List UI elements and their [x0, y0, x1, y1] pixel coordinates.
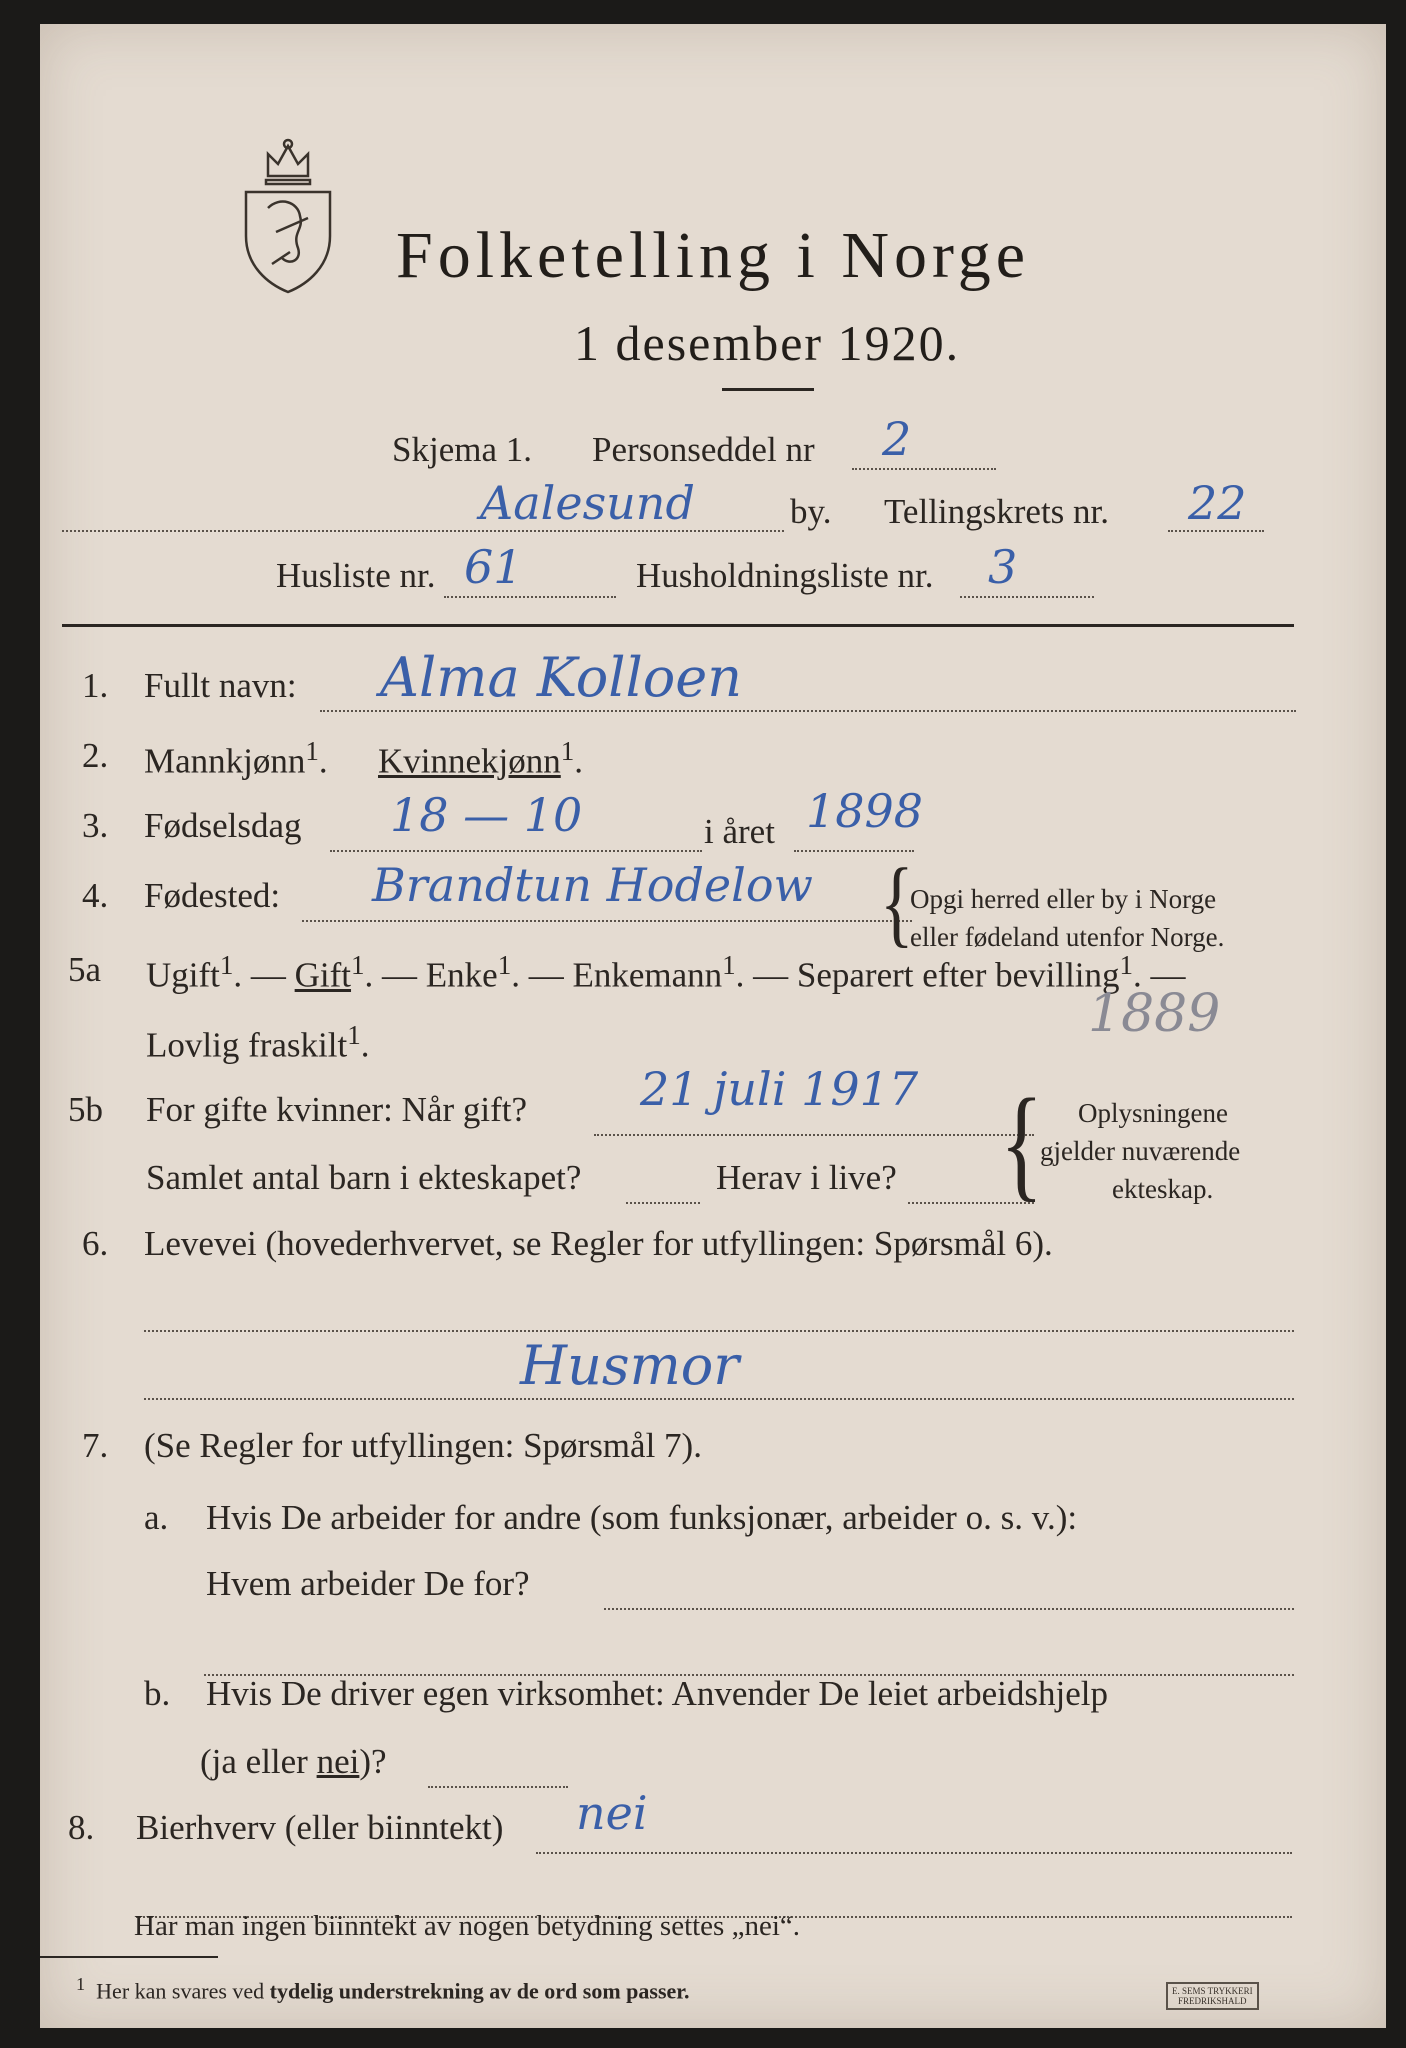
q5a-number: 5a: [68, 950, 102, 989]
option-separert: Separert efter bevilling: [796, 955, 1120, 995]
form-title: Folketelling i Norge: [396, 219, 1031, 292]
marital-status-options[interactable]: Ugift$^1$. — Gift$^1$. — Enke$^1$. — Enkemann$^1$. — Separert efter bevilling$^1$. —: [146, 950, 1186, 995]
option-gift: Gift: [294, 955, 352, 995]
q8-label: Bierhverv (eller biinntekt): [136, 1808, 504, 1847]
q5b-note-2: gjelder nuværende: [1040, 1136, 1241, 1166]
title-divider: [722, 388, 814, 391]
birthday-value[interactable]: 18 — 10: [390, 788, 583, 842]
q8-line-1: [536, 1852, 1292, 1854]
husholdningsliste-label: Husholdningsliste nr.: [636, 556, 934, 595]
census-date: 1 desember 1920.: [574, 315, 961, 371]
footnote-divider: [40, 1956, 218, 1958]
q7b-label: Hvis De driver egen virksomhet: Anvender De leiet arbeidshjelp: [206, 1674, 1108, 1713]
footnote: [76, 1974, 690, 2004]
stamp-line-2: FREDRIKSHALD: [1178, 1996, 1247, 2006]
stamp-line-1: E. SEMS TRYKKERI: [1172, 1986, 1253, 1996]
q7a-number: a.: [144, 1498, 169, 1537]
q5b-line: [594, 1134, 1034, 1136]
full-name-value[interactable]: Alma Kolloen: [380, 646, 743, 709]
q5b-samlet-line: [626, 1202, 700, 1204]
husliste-label: Husliste nr.: [276, 556, 436, 595]
header-divider: [62, 624, 1294, 627]
q7a-line-1: [604, 1608, 1294, 1610]
option-lovlig-label: Lovlig fraskilt: [146, 1025, 348, 1065]
q5b-brace: {: [1000, 1074, 1044, 1213]
q2-number: 2.: [82, 736, 109, 775]
option-enke: Enke: [425, 955, 498, 995]
sex-female-label: Kvinnekjønn: [378, 741, 561, 781]
q7b-sub-1: (ja eller: [200, 1742, 308, 1781]
q4-line: [302, 920, 912, 922]
by-line: [62, 530, 784, 532]
birthplace-value[interactable]: Brandtun Hodelow: [372, 858, 813, 912]
tellingskrets-value[interactable]: 22: [1188, 476, 1247, 530]
q5b-samlet: Samlet antal barn i ekteskapet?: [146, 1158, 582, 1197]
q7-label: (Se Regler for utfyllingen: Spørsmål 7).: [144, 1426, 702, 1465]
q4-brace: {: [880, 849, 914, 958]
q7b-sub: [200, 1742, 387, 1782]
q3-label: Fødselsdag: [144, 806, 302, 845]
census-form: [40, 24, 1386, 2028]
personseddel-value[interactable]: 2: [882, 412, 912, 466]
husliste-line: [444, 596, 616, 598]
by-label: by.: [790, 492, 832, 531]
tellingskrets-line: [1168, 530, 1264, 532]
occupation-value[interactable]: Husmor: [520, 1334, 740, 1397]
skjema-label: Skjema 1.: [392, 430, 532, 469]
q6-label: Levevei (hovederhvervet, se Regler for utfyllingen: Spørsmål 6).: [144, 1224, 1053, 1263]
husholdningsliste-line: [960, 596, 1094, 598]
q5b-number: 5b: [68, 1090, 103, 1129]
q7b-line: [428, 1786, 568, 1788]
q4-note-1: Opgi herred eller by i Norge: [910, 884, 1217, 914]
option-ugift: Ugift: [146, 955, 220, 995]
q7a-label: Hvis De arbeider for andre (som funksjonær, arbeider o. s. v.):: [206, 1498, 1078, 1537]
footnote-text-1: Her kan svares ved: [96, 1978, 265, 2004]
q3-year-label: i året: [704, 812, 775, 851]
q7b-sub-2: )?: [359, 1742, 387, 1781]
q5b-note-1: Oplysningene: [1078, 1098, 1228, 1128]
q1-line: [320, 710, 1296, 712]
q6-line-2: [144, 1398, 1294, 1400]
printer-stamp: [1166, 1982, 1259, 2010]
sex-male-label: Mannkjønn: [144, 741, 306, 781]
by-value[interactable]: Aalesund: [480, 476, 695, 530]
q3-line: [330, 850, 702, 852]
sex-female-option[interactable]: Kvinnekjønn$^1$.: [378, 736, 584, 781]
q7b-sub-nei: nei: [316, 1742, 360, 1781]
husliste-value[interactable]: 61: [464, 540, 523, 594]
personseddel-line: [852, 468, 996, 470]
coat-of-arms-emblem: [228, 136, 348, 296]
q4-note-2: eller fødeland utenfor Norge.: [910, 922, 1225, 952]
q7a-sub: Hvem arbeider De for?: [206, 1564, 530, 1603]
q4-number: 4.: [82, 876, 109, 915]
footnote-mark: 1: [76, 1974, 86, 1994]
footer-note: Har man ingen biinntekt av nogen betydning settes „nei“.: [134, 1910, 801, 1942]
side-income-value[interactable]: nei: [576, 1786, 648, 1840]
tellingskrets-label: Tellingskrets nr.: [884, 492, 1110, 531]
q6-line-1: [144, 1330, 1294, 1332]
q1-number: 1.: [82, 666, 109, 705]
option-enkemann: Enkemann: [572, 955, 723, 995]
q5b-label: For gifte kvinner: Når gift?: [146, 1090, 528, 1129]
q7b-number: b.: [144, 1674, 171, 1713]
q1-label: Fullt navn:: [144, 666, 297, 705]
footnote-text-2: tydelig understrekning av de ord som passer.: [269, 1978, 690, 2004]
q4-label: Fødested:: [144, 876, 281, 915]
personseddel-label: Personseddel nr: [592, 430, 815, 469]
q7-number: 7.: [82, 1426, 109, 1465]
pencil-year-note: 1889: [1088, 984, 1221, 1044]
marriage-date-value[interactable]: 21 juli 1917: [640, 1062, 919, 1116]
birth-year-value[interactable]: 1898: [806, 784, 924, 838]
husholdningsliste-value[interactable]: 3: [988, 540, 1018, 594]
option-lovlig-fraskilt[interactable]: Lovlig fraskilt$^1$.: [146, 1020, 370, 1065]
q3-number: 3.: [82, 806, 109, 845]
q5b-note-3: ekteskap.: [1112, 1174, 1214, 1204]
q6-number: 6.: [82, 1224, 109, 1263]
q5b-herav: Herav i live?: [716, 1158, 897, 1197]
q8-number: 8.: [68, 1808, 95, 1847]
sex-male-option[interactable]: Mannkjønn$^1$.: [144, 736, 328, 781]
